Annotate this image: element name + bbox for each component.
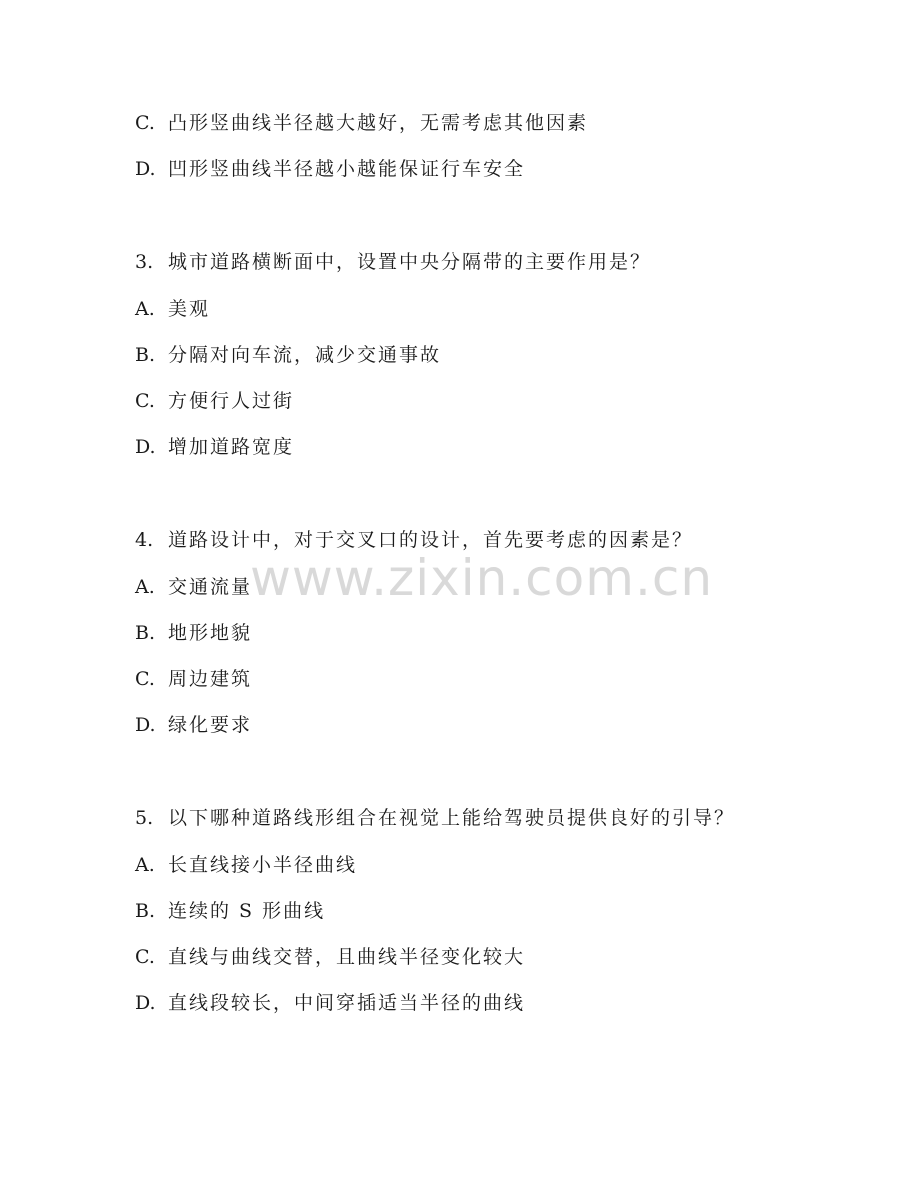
option-letter: C. — [135, 668, 155, 690]
question-5 — [135, 803, 735, 833]
option-text: 直线段较长，中间穿插适当半径的曲线 — [168, 992, 526, 1014]
option-text: 分隔对向车流，减少交通事故 — [168, 344, 442, 366]
option-5d — [135, 988, 525, 1018]
option-text: 凸形竖曲线半径越大越好，无需考虑其他因素 — [168, 112, 589, 134]
question-number: 3. — [135, 251, 154, 273]
question-3 — [135, 247, 651, 277]
option-letter: D. — [135, 436, 156, 458]
option-letter: B. — [135, 622, 156, 644]
question-4 — [135, 525, 693, 555]
option-4d — [135, 710, 252, 740]
option-text: 长直线接小半径曲线 — [168, 854, 358, 876]
option-text: 周边建筑 — [168, 668, 253, 690]
question-text: 道路设计中，对于交叉口的设计，首先要考虑的因素是？ — [168, 529, 694, 551]
watermark: www.zixin.com.cn — [250, 549, 714, 607]
option-letter: B. — [135, 344, 156, 366]
option-text: 交通流量 — [168, 576, 253, 598]
option-4b — [135, 618, 252, 648]
option-2d — [135, 154, 525, 184]
option-letter: A. — [135, 854, 155, 876]
option-3a — [135, 294, 210, 324]
option-letter: D. — [135, 992, 156, 1014]
option-text: 美观 — [168, 298, 211, 320]
option-text: 直线与曲线交替，且曲线半径变化较大 — [168, 946, 526, 968]
option-text: 增加道路宽度 — [168, 436, 295, 458]
option-4c — [135, 664, 252, 694]
option-letter: A. — [135, 576, 155, 598]
option-letter: D. — [135, 714, 156, 736]
question-number: 4. — [135, 529, 154, 551]
option-letter: B. — [135, 900, 156, 922]
question-text: 城市道路横断面中，设置中央分隔带的主要作用是？ — [168, 251, 652, 273]
option-letter: C. — [135, 112, 155, 134]
option-5a — [135, 850, 357, 880]
question-text: 以下哪种道路线形组合在视觉上能给驾驶员提供良好的引导？ — [168, 807, 736, 829]
option-3d — [135, 432, 294, 462]
option-text: 凹形竖曲线半径越小越能保证行车安全 — [168, 158, 526, 180]
option-3c — [135, 386, 294, 416]
option-letter: D. — [135, 158, 156, 180]
option-letter: C. — [135, 946, 155, 968]
option-3b — [135, 340, 441, 370]
option-text: 地形地貌 — [168, 622, 253, 644]
option-2c — [135, 108, 588, 138]
option-letter: C. — [135, 390, 155, 412]
option-4a — [135, 572, 252, 602]
option-5c — [135, 942, 525, 972]
option-5b — [135, 896, 325, 926]
option-text: 绿化要求 — [168, 714, 253, 736]
option-text: 连续的 S 形曲线 — [168, 900, 326, 922]
option-letter: A. — [135, 298, 155, 320]
question-number: 5. — [135, 807, 154, 829]
option-text: 方便行人过街 — [168, 390, 295, 412]
